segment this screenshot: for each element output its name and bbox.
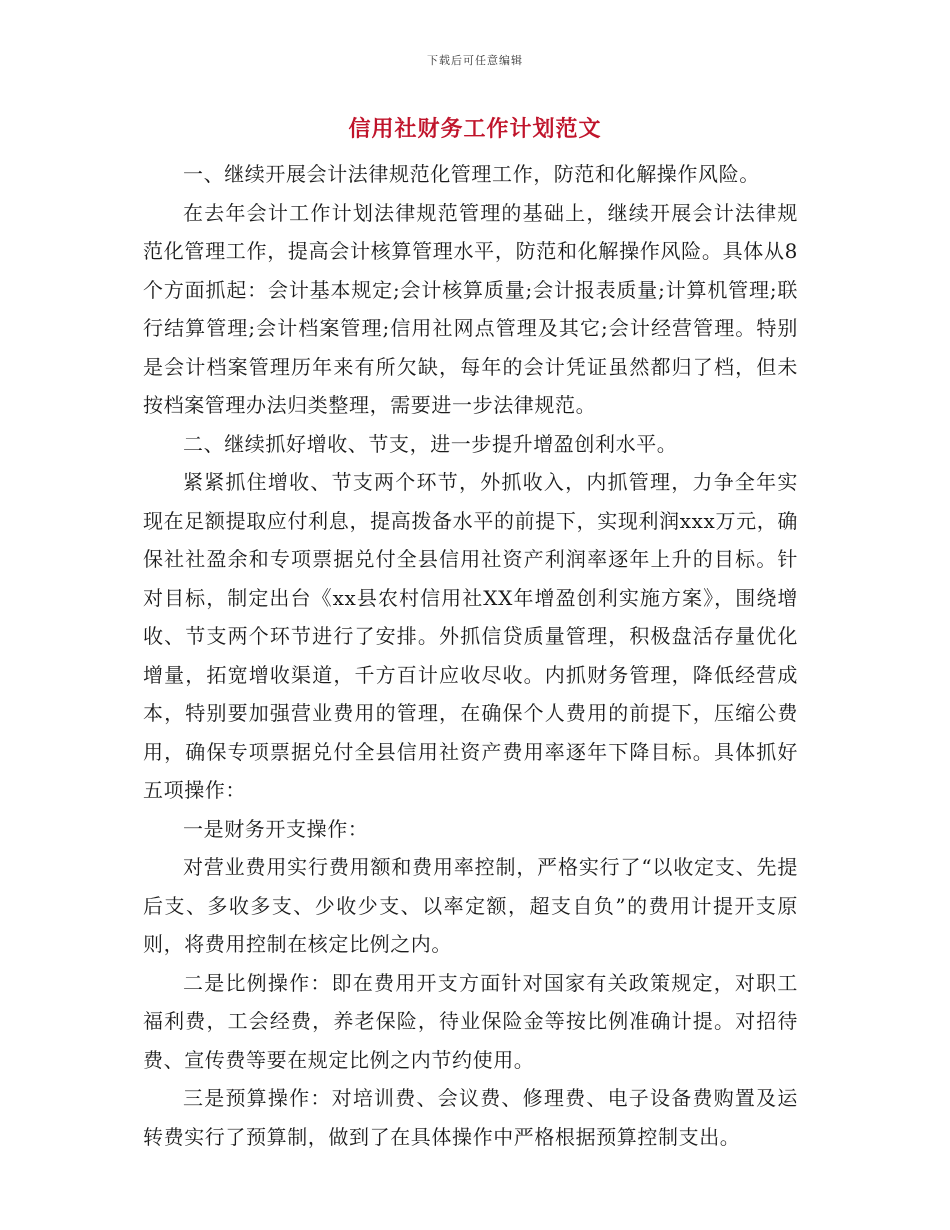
paragraph-section-1-body: 在去年会计工作计划法律规范管理的基础上，继续开展会计法律规范化管理工作，提高会计核算管理水平，防范和化解操作风险。具体从8个方面抓起：会计基本规定;会计核算质量;会计报表质量;计算机管理;联行结算管理;会计档案管理;信用社网点管理及其它;会计经营管理。特别是会计档案管理历年来有所欠缺，每年的会计凭证虽然都归了档，但未按档案管理办法归类整理，需要进一步法律规范。: [143, 200, 798, 417]
paragraph-item-1-heading: 一是财务开支操作：: [183, 816, 369, 841]
paragraph-section-2-heading: 二、继续抓好增收、节支，进一步提升增盈创利水平。: [183, 431, 678, 456]
paragraph-item-3: 三是预算操作：对培训费、会议费、修理费、电子设备费购置及运转费实行了预算制，做到了在具体操作中严格根据预算控制支出。: [143, 1086, 798, 1149]
paragraph-item-1-body: 对营业费用实行费用额和费用率控制，严格实行了“以收定支、先提后支、多收多支、少收少支、以率定额，超支自负”的费用计提开支原则，将费用控制在核定比例之内。: [143, 855, 798, 956]
header-note: 下载后可任意编辑: [427, 54, 523, 67]
document-body: [143, 155, 798, 1156]
document-title: 信用社财务工作计划范文: [348, 116, 602, 142]
paragraph-item-2: 二是比例操作：即在费用开支方面针对国家有关政策规定，对职工福利费，工会经费，养老保险，待业保险金等按比例准确计提。对招待费、宣传费等要在规定比例之内节约使用。: [143, 970, 798, 1072]
paragraph-section-1-heading: 一、继续开展会计法律规范化管理工作，防范和化解操作风险。: [183, 162, 760, 186]
paragraph-section-2-body: 紧紧抓住增收、节支两个环节，外抓收入，内抓管理，力争全年实现在足额提取应付利息，提高拨备水平的前提下，实现利润xxx万元，确保社社盈余和专项票据兑付全县信用社资产利润率逐年上升的目标。针对目标，制定出台《xx县农村信用社XX年增盈创利实施方案》，围绕增收、节支两个环节进行了安排。外抓信贷质量管理，积极盘活存量优化增量，拓宽增收渠道，千方百计应收尽收。内抓财务管理，降低经营成本，特别要加强营业费用的管理，在确保个人费用的前提下，压缩公费用，确保专项票据兑付全县信用社资产费用率逐年下降目标。具体抓好五项操作：: [143, 470, 798, 802]
